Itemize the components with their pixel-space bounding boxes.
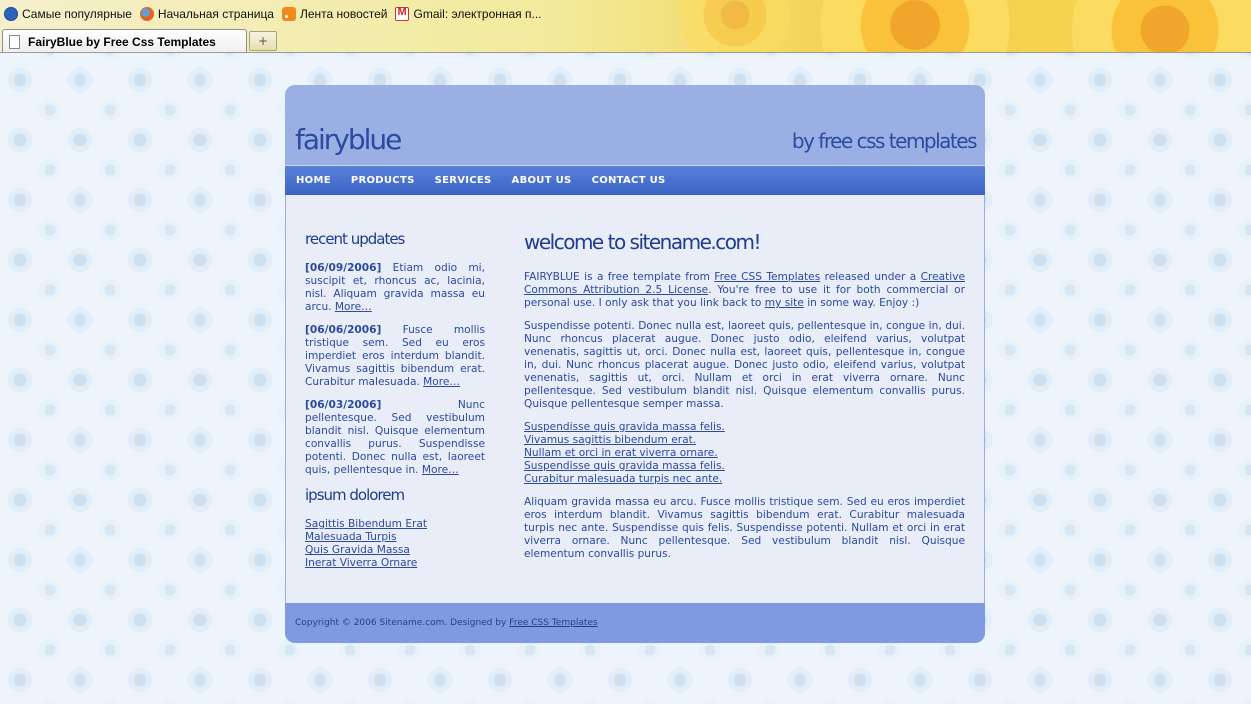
free-css-templates-link[interactable]: Free CSS Templates — [714, 271, 821, 283]
welcome-heading: welcome to sitename.com! — [524, 230, 760, 254]
page-icon — [9, 35, 20, 49]
content-area — [285, 195, 985, 603]
news-more-link[interactable]: More… — [423, 376, 461, 388]
sidebar — [305, 230, 485, 570]
news-item — [305, 399, 485, 477]
browser-chrome — [0, 0, 1251, 53]
popular-icon — [4, 7, 18, 21]
intro-text: in some way. Enjoy :) — [803, 297, 920, 309]
menu-contact-us[interactable]: CONTACT US — [591, 175, 666, 186]
news-more-link[interactable]: More… — [421, 464, 459, 476]
news-text: Fusce mollis tristique sem. Sed eu eros imperdiet eros interdum blandit. Vivamus sagittis bibendum erat. Curabitur malesuada. — [305, 324, 485, 388]
body-paragraph: Suspendisse potenti. Donec nulla est, laoreet quis, pellentesque in, congue in, dui. Nunc rhoncus placerat augue. Donec justo odio, eleifend varius, volutpat venenatis, sagittis ut, orci. Donec nulla est, laoreet quis, pellentesque in, congue in, dui. Nunc rhoncus placerat augue. Donec justo odio, eleifend varius, volutpat venenatis, sagittis ut, orci. Nullam et orci in erat viverra ornare. Nunc pellentesque. Sed vestibulum blandit nisl. Quisque elementum convallis purus. Quisque pellentesque semper massa. — [524, 320, 965, 410]
bookmark-start-page[interactable] — [140, 7, 274, 21]
intro-text: released under a — [820, 271, 921, 283]
main-list-link[interactable]: Nullam et orci in erat viverra ornare. — [524, 447, 718, 459]
menu-about-us[interactable]: ABOUT US — [511, 175, 572, 186]
news-item — [305, 262, 485, 314]
bookmark-gmail[interactable] — [395, 7, 541, 21]
rss-icon — [282, 7, 296, 21]
main-content — [524, 230, 965, 571]
intro-paragraph — [524, 271, 965, 310]
main-list-link[interactable]: Suspendisse quis gravida massa felis. — [524, 460, 725, 472]
sidebar-link[interactable]: Inerat Viverra Ornare — [305, 557, 418, 569]
creative-commons-link[interactable]: Creative Commons Attribution 2.5 License — [524, 271, 965, 296]
menu-services[interactable]: SERVICES — [434, 175, 492, 186]
sidebar-link[interactable]: Malesuada Turpis — [305, 531, 397, 543]
intro-text: . You're free to use it for both commercial or personal use. I only ask that you link back to — [524, 284, 965, 309]
ipsum-dolorem-heading: ipsum dolorem — [305, 486, 405, 504]
news-date: [06/03/2006] — [305, 399, 382, 411]
main-menu — [285, 165, 985, 195]
tab-bar — [0, 28, 1251, 53]
site-tagline: by free css templates — [791, 129, 976, 153]
bookmark-news-feed[interactable] — [282, 7, 388, 21]
tab-active[interactable] — [2, 29, 247, 53]
main-list-link[interactable]: Curabitur malesuada turpis nec ante. — [524, 473, 723, 485]
news-text: Nunc pellentesque. Sed vestibulum blandit nisl. Quisque elementum convallis purus. Suspendisse potenti. Donec nulla est, laoreet quis, pellentesque in. — [305, 399, 485, 476]
main-list-link[interactable]: Vivamus sagittis bibendum erat. — [524, 434, 697, 446]
menu-home[interactable]: HOME — [296, 175, 331, 186]
bookmark-popular[interactable] — [4, 7, 132, 21]
copyright-text: Copyright © 2006 Sitename.com. Designed by — [295, 618, 507, 628]
sidebar-link[interactable]: Sagittis Bibendum Erat — [305, 518, 428, 530]
tab-title: FairyBlue by Free Css Templates — [28, 34, 216, 49]
bookmark-label: Лента новостей — [299, 7, 388, 21]
recent-updates-heading: recent updates — [305, 230, 405, 248]
site-container — [285, 85, 985, 643]
bookmark-label: Gmail: электронная п... — [413, 7, 542, 21]
footer-templates-link[interactable]: Free CSS Templates — [509, 618, 598, 628]
bookmarks-toolbar — [0, 0, 700, 28]
my-site-link[interactable]: my site — [764, 297, 804, 309]
site-header — [285, 85, 985, 165]
gmail-icon — [395, 7, 409, 21]
main-link-list — [524, 421, 965, 486]
sidebar-links — [305, 518, 485, 570]
news-text: Etiam odio mi, suscipit et, rhoncus ac, lacinia, nisl. Aliquam gravida massa eu arcu. — [305, 262, 485, 313]
site-logo[interactable]: fairyblue — [295, 123, 401, 156]
news-item — [305, 324, 485, 389]
site-footer — [285, 603, 985, 643]
bookmark-label: Самые популярные — [22, 7, 132, 21]
news-date: [06/09/2006] — [305, 262, 382, 274]
intro-text: FAIRYBLUE is a free template from — [524, 271, 715, 283]
sidebar-link[interactable]: Quis Gravida Massa — [305, 544, 410, 556]
main-list-link[interactable]: Suspendisse quis gravida massa felis. — [524, 421, 725, 433]
new-tab-button[interactable]: + — [249, 31, 277, 51]
body-paragraph: Aliquam gravida massa eu arcu. Fusce mollis tristique sem. Sed eu eros imperdiet eros interdum blandit. Vivamus sagittis bibendum erat. Curabitur malesuada turpis nec ante. Suspendisse quis felis. Suspendisse potenti. Nullam et orci in erat viverra ornare. Nunc pellentesque. Sed vestibulum blandit nisl. Quisque elementum convallis purus. — [524, 496, 965, 560]
firefox-icon — [140, 7, 154, 21]
news-more-link[interactable]: More… — [334, 301, 372, 313]
menu-products[interactable]: PRODUCTS — [350, 175, 415, 186]
bookmark-label: Начальная страница — [157, 7, 274, 21]
news-date: [06/06/2006] — [305, 324, 382, 336]
